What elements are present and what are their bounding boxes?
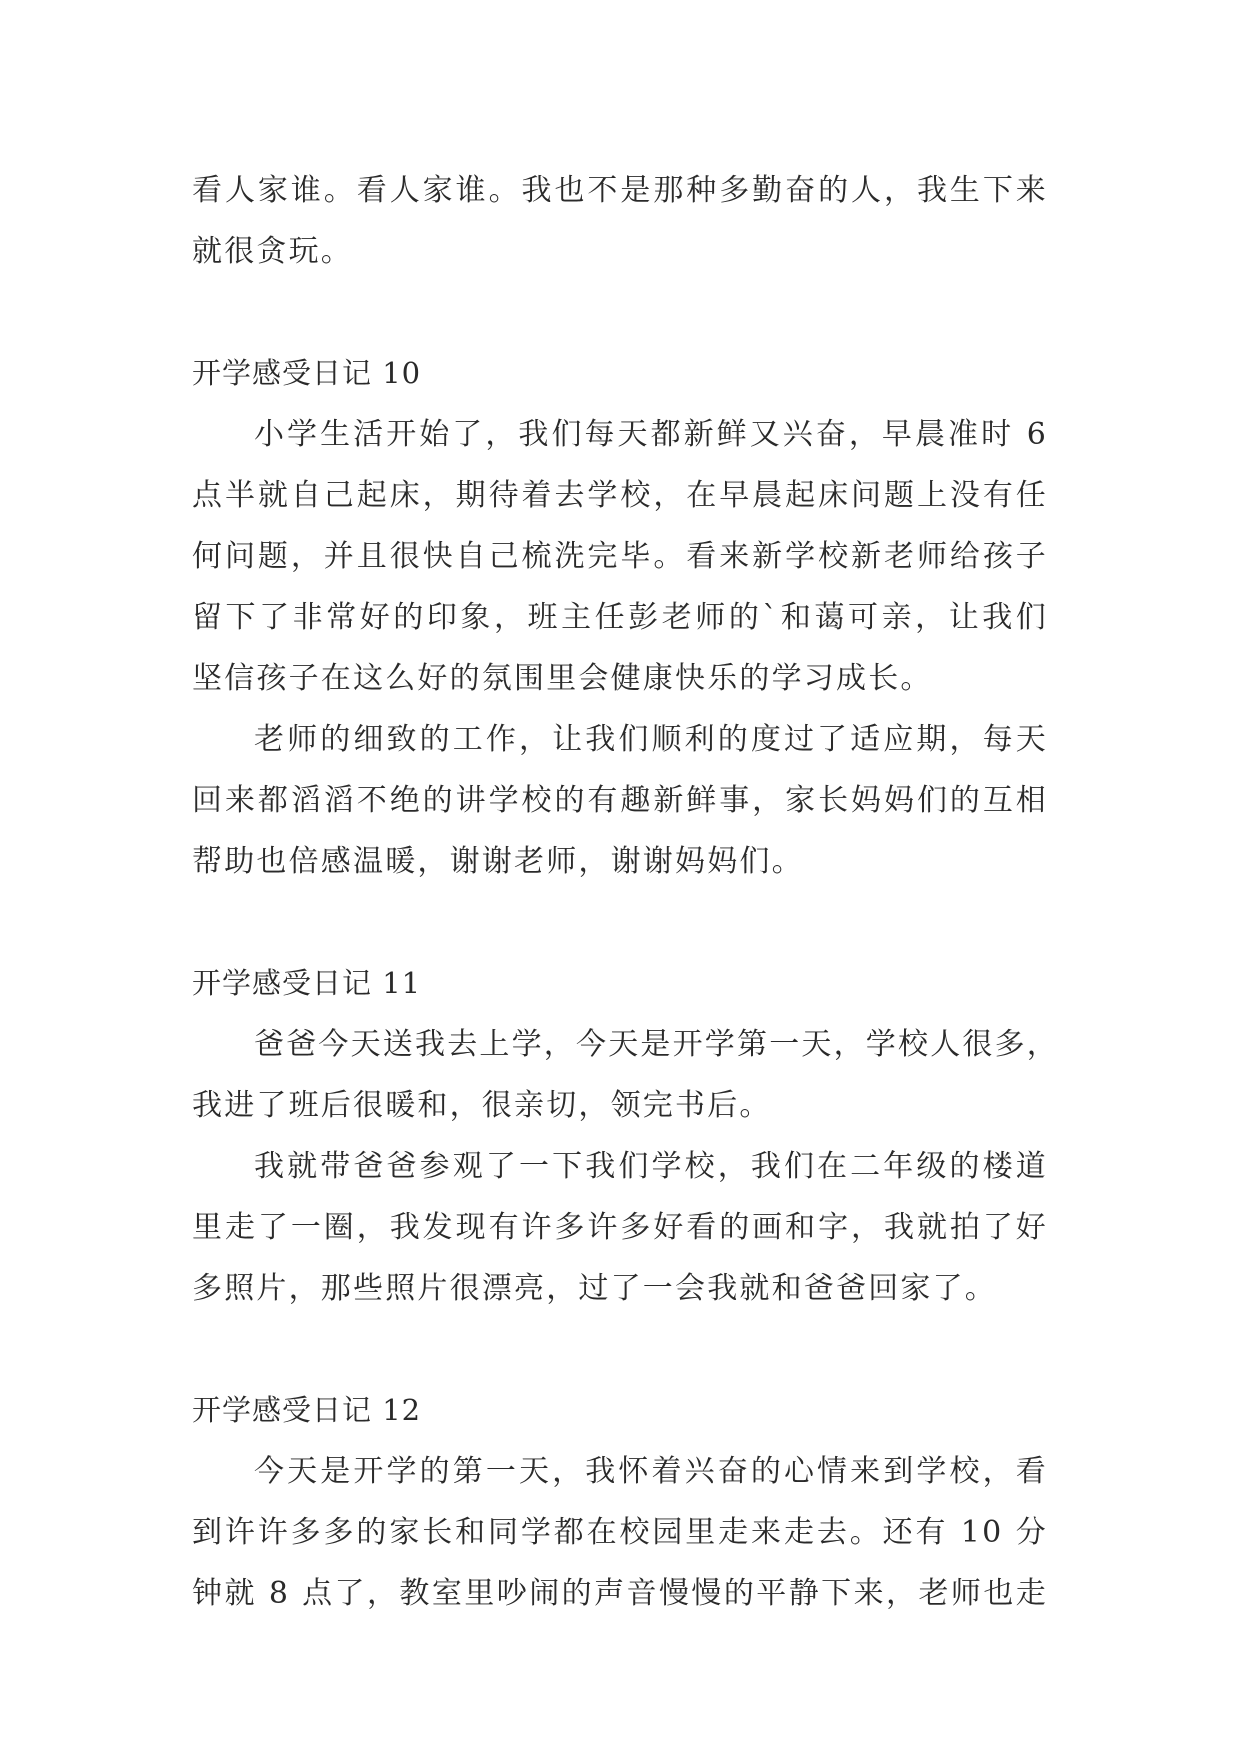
text-line: 何问题，并且很快自己梳洗完毕。看来新学校新老师给孩子 <box>192 539 1048 574</box>
section-gap <box>192 892 1048 953</box>
section-gap <box>192 1319 1048 1380</box>
text-line: 留下了非常好的印象，班主任彭老师的`和蔼可亲，让我们 <box>192 600 1048 635</box>
text-line: 小学生活开始了，我们每天都新鲜又兴奋，早晨准时 6 <box>254 417 1048 452</box>
document-page <box>192 160 1059 1624</box>
text-line: 爸爸今天送我去上学，今天是开学第一天，学校人很多， <box>254 1027 1059 1062</box>
text-line: 今天是开学的第一天，我怀着兴奋的心情来到学校，看 <box>254 1454 1048 1489</box>
intro-paragraph <box>192 160 1048 282</box>
text-line: 到许许多多的家长和同学都在校园里走来走去。还有 10 分 <box>192 1515 1048 1550</box>
text-line: 多照片，那些照片很漂亮，过了一会我就和爸爸回家了。 <box>192 1271 997 1306</box>
text-line: 里走了一圈，我发现有许多许多好看的画和字，我就拍了好 <box>192 1210 1048 1245</box>
text-line: 就很贪玩。 <box>192 234 353 269</box>
text-line: 回来都滔滔不绝的讲学校的有趣新鲜事，家长妈妈们的互相 <box>192 783 1048 818</box>
text-line: 钟就 8 点了，教室里吵闹的声音慢慢的平静下来，老师也走 <box>192 1576 1048 1611</box>
diary-section-12 <box>192 1380 1048 1624</box>
text-line: 我就带爸爸参观了一下我们学校，我们在二年级的楼道 <box>254 1149 1048 1184</box>
text-line: 帮助也倍感温暖，谢谢老师，谢谢妈妈们。 <box>192 844 804 879</box>
text-line: 老师的细致的工作，让我们顺利的度过了适应期，每天 <box>254 722 1048 757</box>
section-heading: 开学感受日记 11 <box>192 966 422 1000</box>
section-heading: 开学感受日记 10 <box>192 356 422 390</box>
diary-section-11 <box>192 953 1059 1319</box>
section-heading: 开学感受日记 12 <box>192 1393 422 1427</box>
text-line: 坚信孩子在这么好的氛围里会健康快乐的学习成长。 <box>192 661 933 696</box>
text-line: 看人家谁。看人家谁。我也不是那种多勤奋的人，我生下来 <box>192 173 1048 208</box>
text-line: 点半就自己起床，期待着去学校，在早晨起床问题上没有任 <box>192 478 1048 513</box>
section-gap <box>192 282 1048 343</box>
diary-section-10 <box>192 343 1048 892</box>
text-line: 我进了班后很暖和，很亲切，领完书后。 <box>192 1088 772 1123</box>
